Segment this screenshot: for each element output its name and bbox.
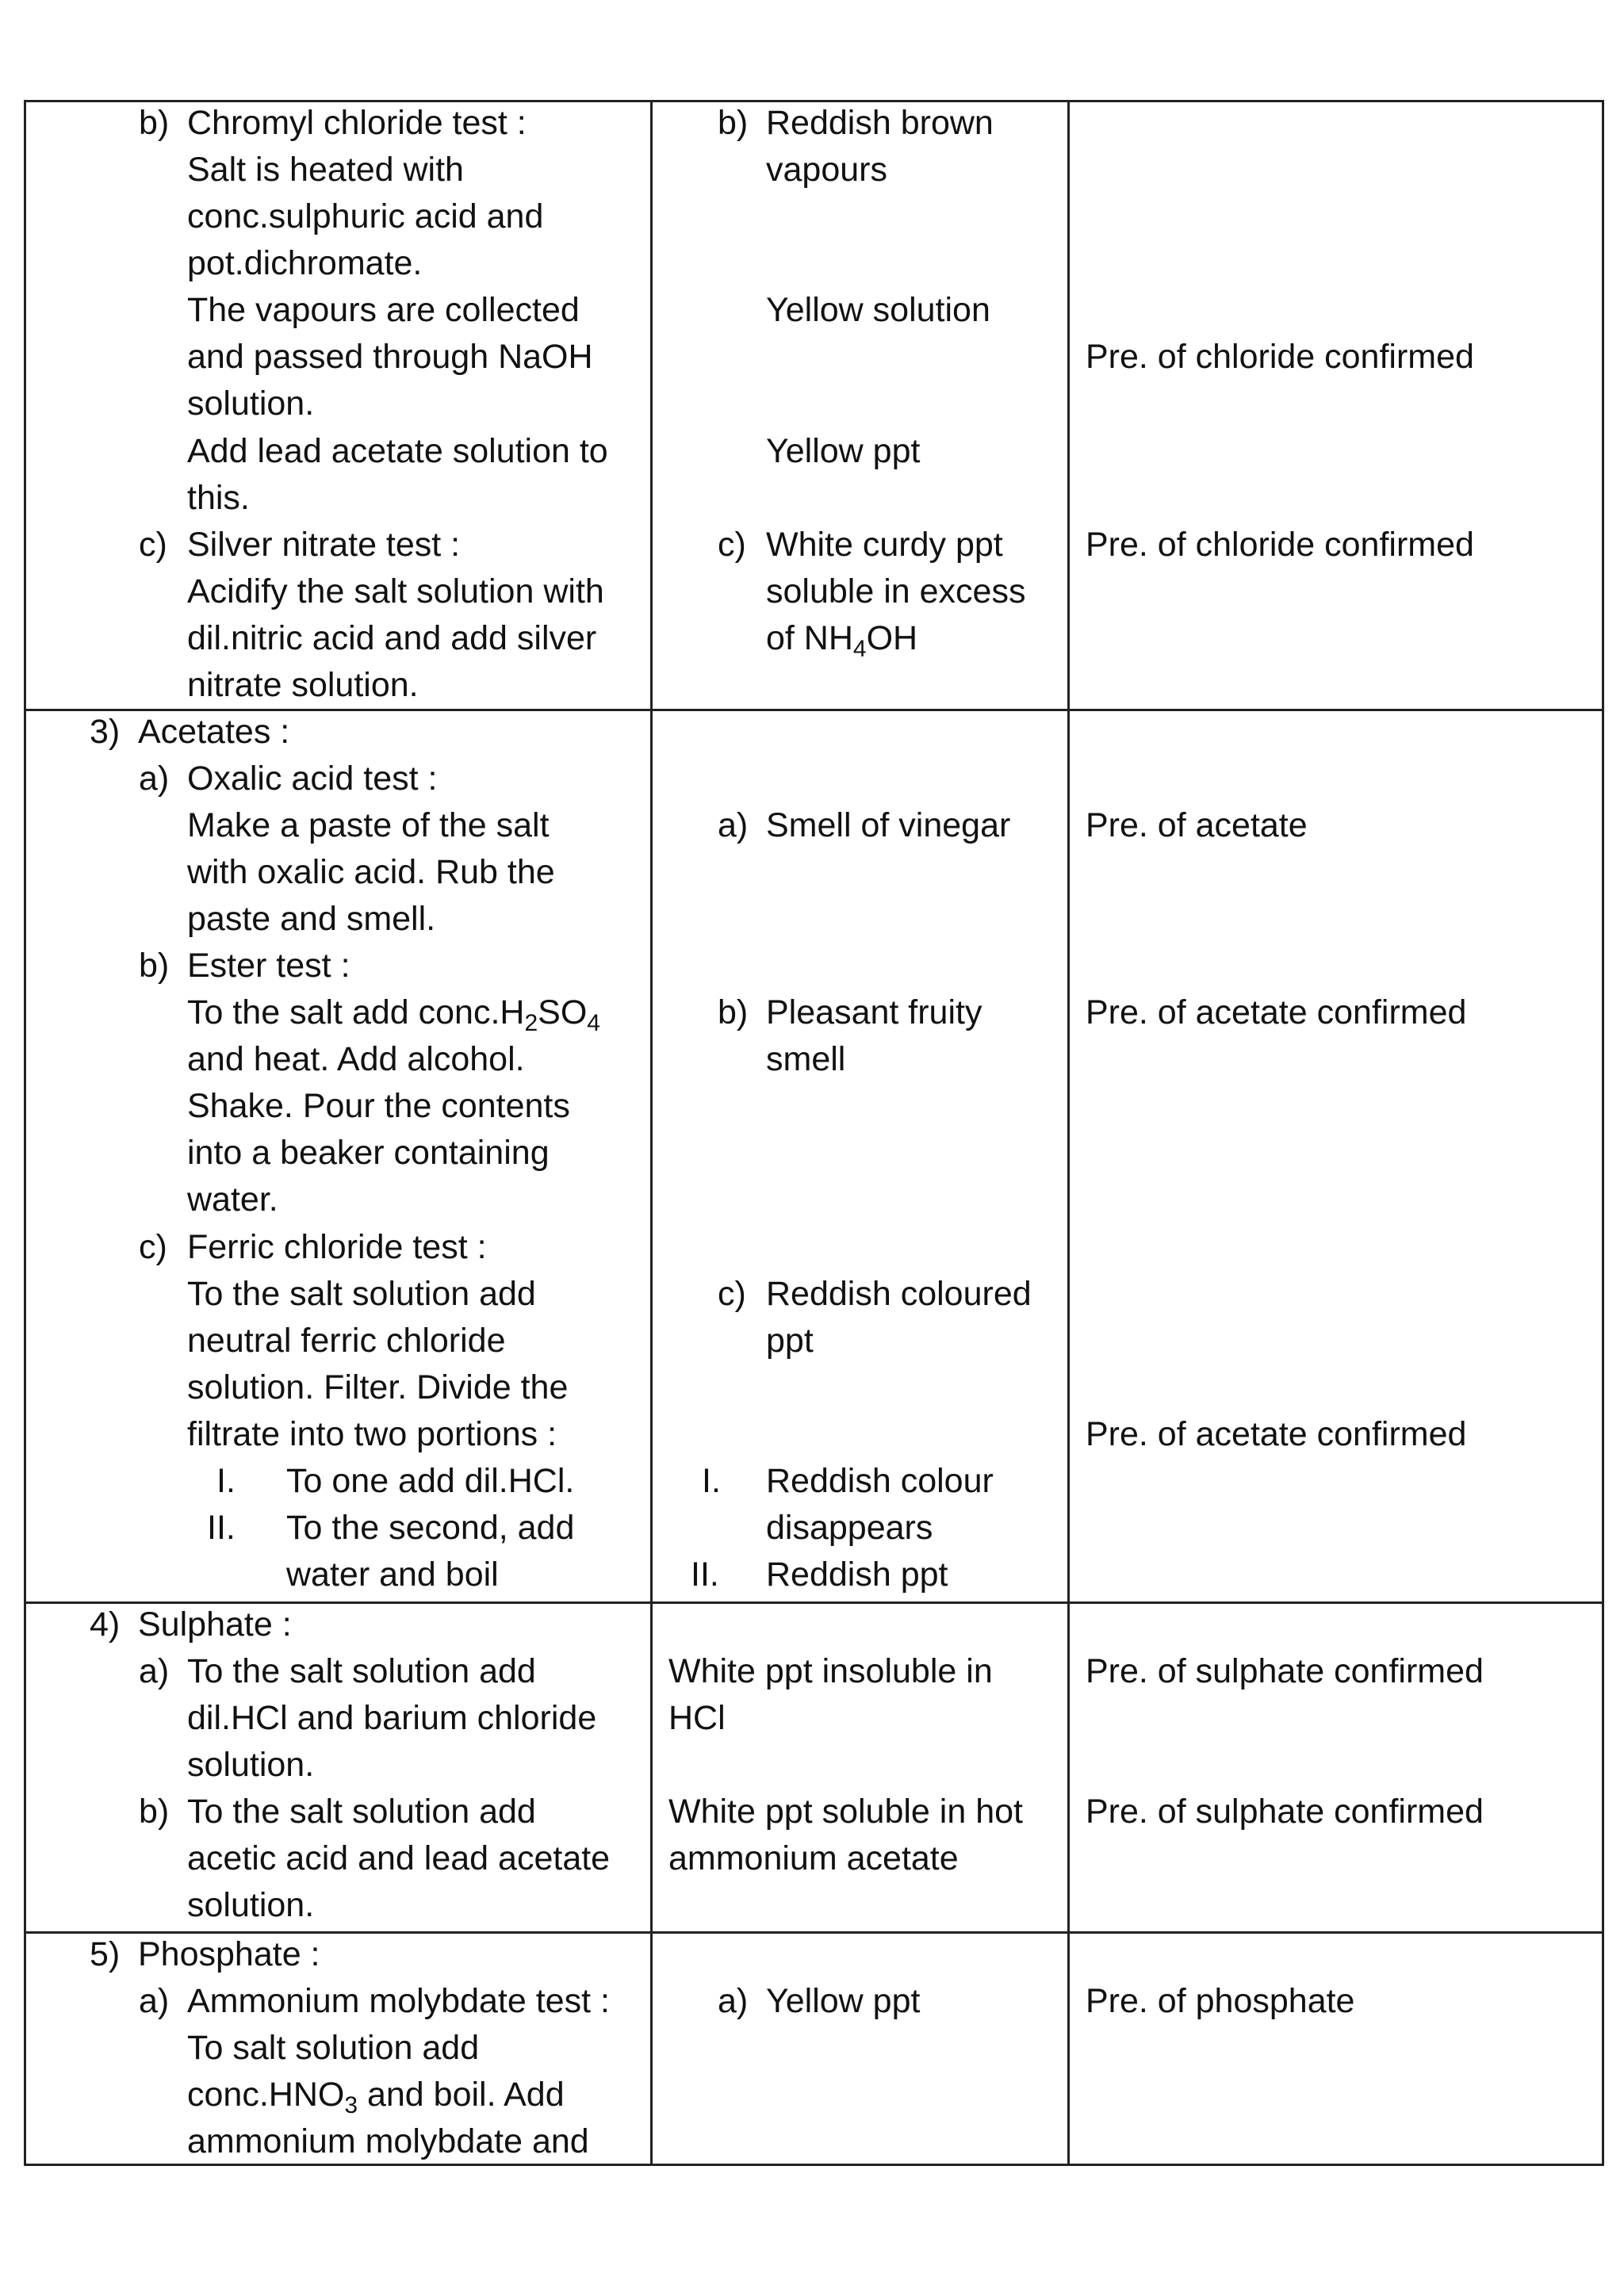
inference-line: Pre. of phosphate (1086, 1982, 1355, 2020)
procedure-line: solution. Filter. Divide the (187, 1368, 569, 1406)
procedure-line: To the salt solution add (187, 1793, 536, 1831)
procedure-line: water and boil (286, 1556, 499, 1594)
observation-line: Smell of vinegar (766, 806, 1011, 844)
observation-line: disappears (766, 1509, 933, 1547)
procedure-line: Add lead acetate solution to (187, 432, 608, 470)
procedure-line: To the salt solution add (187, 1275, 536, 1313)
column-divider-2 (1067, 100, 1070, 2166)
observation-label: b) (718, 104, 749, 142)
observation-sublabel: I. (702, 1462, 721, 1500)
procedure-line: Chromyl chloride test : (187, 104, 527, 142)
observation-line: Reddish ppt (766, 1556, 948, 1594)
procedure-label: a) (139, 760, 170, 798)
observation-line: ppt (766, 1322, 814, 1360)
procedure-line: Ester test : (187, 947, 350, 985)
procedure-line: and passed through NaOH (187, 338, 593, 376)
observation-line: Reddish brown (766, 104, 994, 142)
column-divider-1 (650, 100, 653, 2166)
observation-line: ammonium acetate (668, 1839, 959, 1877)
observation-line: Yellow ppt (766, 432, 921, 470)
procedure-line: To one add dil.HCl. (286, 1462, 575, 1500)
procedure-line: solution. (187, 1886, 315, 1924)
inference-line: Pre. of sulphate confirmed (1086, 1652, 1484, 1690)
procedure-line: neutral ferric chloride (187, 1322, 506, 1360)
procedure-line: this. (187, 479, 250, 517)
table-border-right (1602, 100, 1604, 2166)
observation-line: soluble in excess (766, 572, 1026, 610)
observation-line: White ppt soluble in hot (668, 1793, 1023, 1831)
procedure-line: water. (187, 1181, 278, 1219)
procedure-label: c) (139, 1228, 167, 1266)
observation-line: HCl (668, 1699, 726, 1737)
procedure-line: The vapours are collected (187, 291, 580, 329)
procedure-line: Acidify the salt solution with (187, 572, 604, 610)
procedure-label: b) (139, 104, 170, 142)
section-number: 3) (90, 713, 121, 751)
section-title: Phosphate : (138, 1935, 320, 1973)
procedure-line: To the salt solution add (187, 1652, 536, 1690)
procedure-line: solution. (187, 385, 315, 423)
observation-line: Yellow ppt (766, 1982, 921, 2020)
section-title: Sulphate : (138, 1605, 292, 1644)
inference-line: Pre. of chloride confirmed (1086, 338, 1474, 376)
section-number: 5) (90, 1935, 121, 1973)
observation-line: vapours (766, 151, 887, 189)
procedure-line: conc.sulphuric acid and (187, 197, 544, 235)
procedure-line: Salt is heated with (187, 151, 464, 189)
inference-line: Pre. of acetate confirmed (1086, 1415, 1467, 1453)
procedure-label: a) (139, 1982, 170, 2020)
procedure-line: with oxalic acid. Rub the (187, 853, 555, 891)
inference-line: Pre. of acetate confirmed (1086, 993, 1467, 1031)
procedure-line: acetic acid and lead acetate (187, 1839, 611, 1877)
procedure-line: Make a paste of the salt (187, 806, 550, 844)
procedure-line: $conc.HNO_3$ and boil. Add (187, 2076, 565, 2118)
procedure-line: dil.HCl and barium chloride (187, 1699, 597, 1737)
procedure-line: Ammonium molybdate test : (187, 1982, 610, 2020)
procedure-sublabel: II. (207, 1509, 236, 1547)
procedure-line: filtrate into two portions : (187, 1415, 557, 1453)
procedure-line: Oxalic acid test : (187, 760, 438, 798)
procedure-line: into a beaker containing (187, 1134, 550, 1172)
procedure-line: To the second, add (286, 1509, 575, 1547)
procedure-label: a) (139, 1652, 170, 1690)
inference-line: Pre. of chloride confirmed (1086, 526, 1474, 564)
procedure-line: ammonium molybdate and (187, 2122, 589, 2160)
procedure-line: and heat. Add alcohol. (187, 1040, 525, 1078)
section-number: 4) (90, 1605, 121, 1644)
procedure-label: b) (139, 1793, 170, 1831)
procedure-label: b) (139, 947, 170, 985)
procedure-line: To the salt add $conc.H_2SO_4$ (187, 993, 600, 1036)
observation-line: smell (766, 1040, 846, 1078)
procedure-line: Shake. Pour the contents (187, 1087, 570, 1125)
observation-label: c) (718, 526, 746, 564)
observation-label: b) (718, 993, 749, 1031)
observation-label: a) (718, 1982, 749, 2020)
observation-label: c) (718, 1275, 746, 1313)
inference-line: Pre. of sulphate confirmed (1086, 1793, 1484, 1831)
procedure-line: pot.dichromate. (187, 244, 423, 282)
procedure-label: c) (139, 526, 167, 564)
procedure-line: Silver nitrate test : (187, 526, 461, 564)
observation-line: Pleasant fruity (766, 993, 982, 1031)
observation-line: Reddish colour (766, 1462, 994, 1500)
procedure-line: solution. (187, 1746, 315, 1784)
observation-line: Yellow solution (766, 291, 990, 329)
procedure-line: To salt solution add (187, 2029, 480, 2067)
procedure-line: nitrate solution. (187, 666, 419, 704)
observation-line: White ppt insoluble in (668, 1652, 993, 1690)
procedure-line: Ferric chloride test : (187, 1228, 487, 1266)
observation-line: White curdy ppt (766, 526, 1003, 564)
inference-line: Pre. of acetate (1086, 806, 1308, 844)
table-border-left (24, 100, 26, 2166)
observation-sublabel: II. (691, 1556, 719, 1594)
section-title: Acetates : (138, 713, 290, 751)
observation-label: a) (718, 806, 749, 844)
observation-line: Reddish coloured (766, 1275, 1032, 1313)
observation-line: of $NH_4OH$ (766, 619, 918, 662)
procedure-sublabel: I. (216, 1462, 236, 1500)
procedure-line: paste and smell. (187, 900, 436, 938)
procedure-line: dil.nitric acid and add silver (187, 619, 597, 657)
